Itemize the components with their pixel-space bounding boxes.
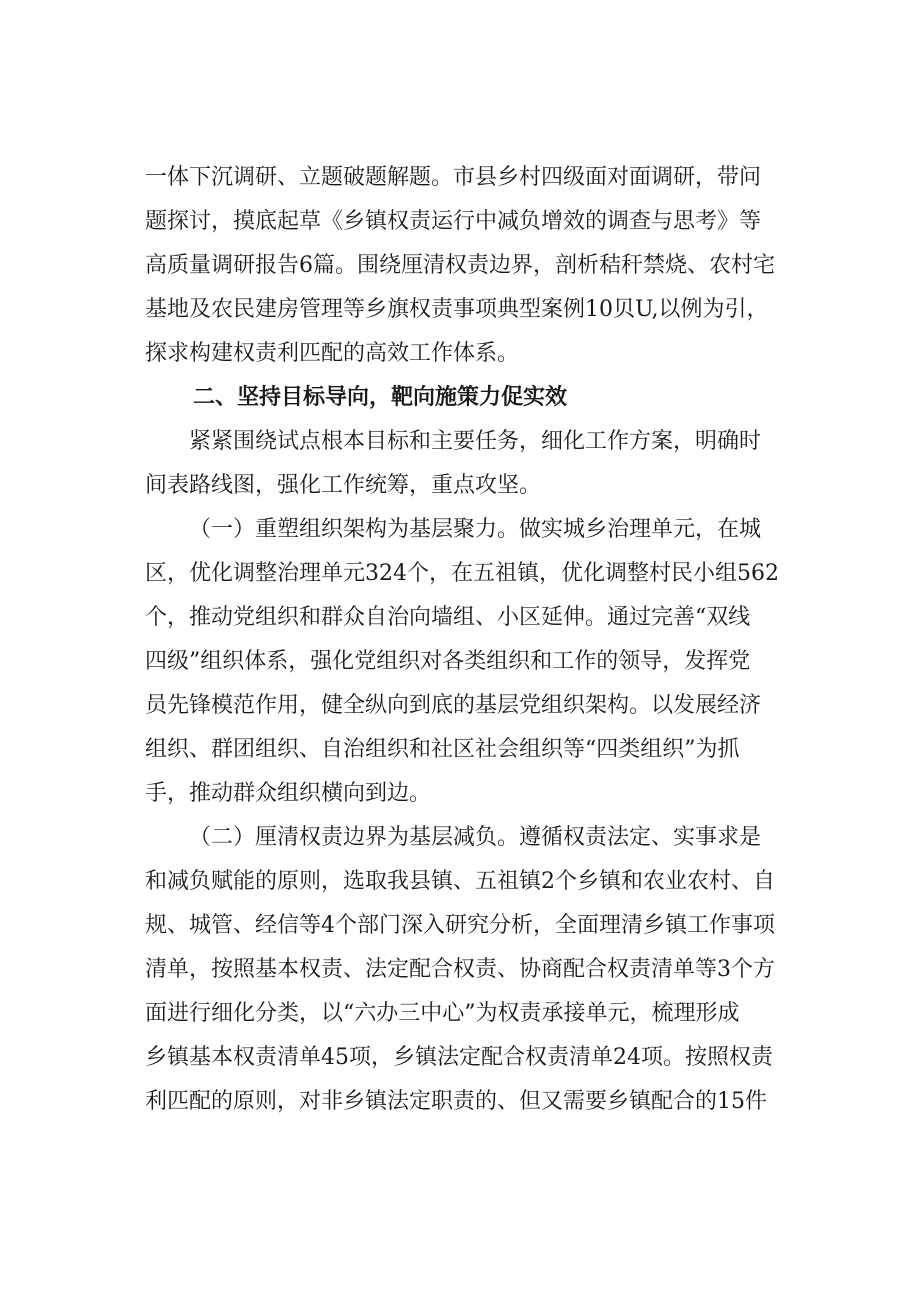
paragraph-line: 题探讨，摸底起草《乡镇权责运行中减负增效的调查与思考》等 [145, 209, 762, 234]
paragraph-line: 清单，按照基本权责、法定配合权责、协商配合权责清单等3个方 [145, 957, 775, 982]
paragraph-line: 个，推动党组织和群众自治向墙组、小区延伸。通过完善“双线 [145, 605, 751, 630]
paragraph-line: 面进行细化分类，以“六办三中心”为权责承接单元，梳理形成 [145, 1001, 740, 1026]
paragraph-line: 探求构建权责利匹配的高效工作体系。 [145, 341, 520, 366]
paragraph-line: 员先锋模范作用，健全纵向到底的基层党组织架构。以发展经济 [145, 693, 762, 718]
paragraph-line: 高质量调研报告6篇。围绕厘清权责边界，剖析秸秆禁烧、农村宅 [145, 253, 775, 278]
paragraph-line: 组织、群团组织、自治组织和社区社会组织等“四类组织”为抓 [145, 737, 740, 762]
paragraph-line: 紧紧围绕试点根本目标和主要任务，细化工作方案，明确时 [189, 429, 762, 454]
paragraph-line: 间表路线图，强化工作统筹，重点攻坚。 [145, 473, 542, 498]
paragraph-line: （二）厘清权责边界为基层减负。遵循权责法定、实事求是 [189, 825, 762, 850]
paragraph-line: 和减负赋能的原则，选取我县镇、五祖镇2个乡镇和农业农村、自 [145, 869, 775, 894]
paragraph-line: 乡镇基本权责清单45项，乡镇法定配合权责清单24项。按照权责 [145, 1045, 773, 1070]
paragraph-line: （一）重塑组织架构为基层聚力。做实城乡治理单元，在城 [189, 517, 762, 542]
paragraph-line: 基地及农民建房管理等乡旗权责事项典型案例10贝U,以例为引， [145, 297, 769, 322]
paragraph-line: 四级”组织体系，强化党组织对各类组织和工作的领导，发挥党 [145, 649, 751, 674]
paragraph-line: 利匹配的原则，对非乡镇法定职责的、但又需要乡镇配合的15件 [145, 1089, 767, 1114]
paragraph-line: 一体下沉调研、立题破题解题。市县乡村四级面对面调研，带问 [145, 165, 762, 190]
section-heading: 二、坚持目标导向，靶向施策力促实效 [193, 385, 568, 410]
paragraph-line: 规、城管、经信等4个部门深入研究分析，全面理清乡镇工作事项 [145, 913, 775, 938]
paragraph-line: 手，推动群众组织横向到边。 [145, 781, 432, 806]
paragraph-line: 区，优化调整治理单元324个，在五祖镇，优化调整村民小组562 [145, 561, 779, 586]
